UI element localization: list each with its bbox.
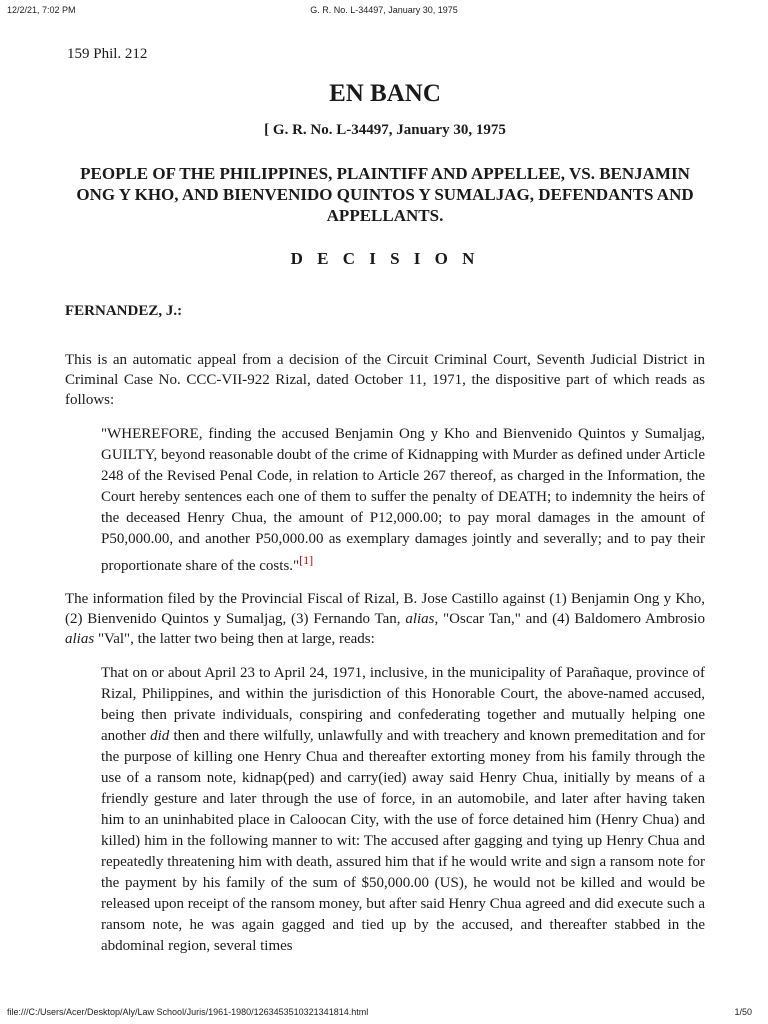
info-text-a: The information filed by the Provincial Fiscal of Rizal, B. Jose Castillo against (1) Benjamin Ong y Kho, (2) Bienvenido Quintos y Sumaljag, (3) Fernando Tan, xyxy=(65,591,705,627)
information-quote-text-a: That on or about April 23 to April 24, 1971, inclusive, in the municipality of Parañaque, province of Rizal, Philippines, and within the jurisdiction of this Honorable Court, the above-named accused, being then private individuals, conspiring and confederating together and mutually helping one another xyxy=(101,665,705,744)
print-datetime: 12/2/21, 7:02 PM xyxy=(7,5,76,15)
decision-heading: D E C I S I O N xyxy=(290,249,480,268)
document-body xyxy=(65,46,705,957)
case-number: [ G. R. No. L-34497, January 30, 1975 xyxy=(264,122,506,138)
division-heading: EN BANC xyxy=(329,80,441,107)
alias-italic-2: alias xyxy=(65,631,95,647)
info-text-b: , "Oscar Tan," and (4) Baldomero Ambrosio xyxy=(434,611,705,627)
intro-paragraph: This is an automatic appeal from a decision of the Circuit Criminal Court, Seventh Judicial District in Criminal Case No. CCC-VII-922 Rizal, dated October 11, 1971, the dispositive part of which reads as follows: xyxy=(65,352,705,408)
did-italic: did xyxy=(150,728,170,744)
ponente: FERNANDEZ, J.: xyxy=(65,303,183,319)
info-text-c: "Val", the latter two being then at large, reads: xyxy=(94,631,375,647)
citation: 159 Phil. 212 xyxy=(67,46,148,62)
information-intro-paragraph xyxy=(65,589,705,649)
dispositive-quote xyxy=(101,424,705,577)
case-parties: PEOPLE OF THE PHILIPPINES, PLAINTIFF AND APPELLEE, VS. BENJAMIN ONG Y KHO, AND BIENVENIDO QUINTOS Y SUMALJAG, DEFENDANTS AND APPELLANTS. xyxy=(76,164,694,225)
information-quote xyxy=(101,663,705,957)
alias-italic-1: alias xyxy=(405,611,435,627)
dispositive-quote-text: "WHEREFORE, finding the accused Benjamin Ong y Kho and Bienvenido Quintos y Sumaljag, GUILTY, beyond reasonable doubt of the crime of Kidnapping with Murder as defined under Article 248 of the Revised Penal Code, in relation to Article 267 thereof, as charged in the Information, the Court hereby sentences each one of them to suffer the penalty of DEATH; to indemnity the heirs of the deceased Henry Chua, the amount of P12,000.00; to pay moral damages in the amount of P50,000.00, and another P50,000.00 as exemplary damages jointly and severally; and to pay their proportionate share of the costs." xyxy=(101,426,705,574)
information-quote-text-b: then and there wilfully, unlawfully and with treachery and known premeditation and for the purpose of killing one Henry Chua and thereafter extorting money from his family through the use of a ransom note, kidnap(ped) and carry(ied) away said Henry Chua, initially by means of a friendly gesture and later through the use of force, in an automobile, and later after having taken him to an uninhabited place in Caloocan City, with the use of force detained him (Henry Chua) and killed) him in the following manner to wit: The accused after gagging and tying up Henry Chua and repeatedly threatening him with death, assured him that if he would write and sign a ransom note for the payment by his family of the sum of $50,000.00 (US), he would not be killed and would be released upon receipt of the ransom money, but after said Henry Chua agreed and did execute such a ransom note, he was again gagged and tied up by the accused, and thereafter stabbed in the abdominal region, several times xyxy=(101,728,706,954)
print-footer xyxy=(0,1002,768,1024)
page-number: 1/50 xyxy=(734,1007,752,1017)
file-path: file:///C:/Users/Acer/Desktop/Aly/Law School/Juris/1961-1980/1263453510321341814.html xyxy=(7,1007,369,1017)
print-header xyxy=(0,0,768,22)
print-page-title: G. R. No. L-34497, January 30, 1975 xyxy=(310,5,458,15)
footnote-link[interactable]: [1] xyxy=(299,553,314,567)
